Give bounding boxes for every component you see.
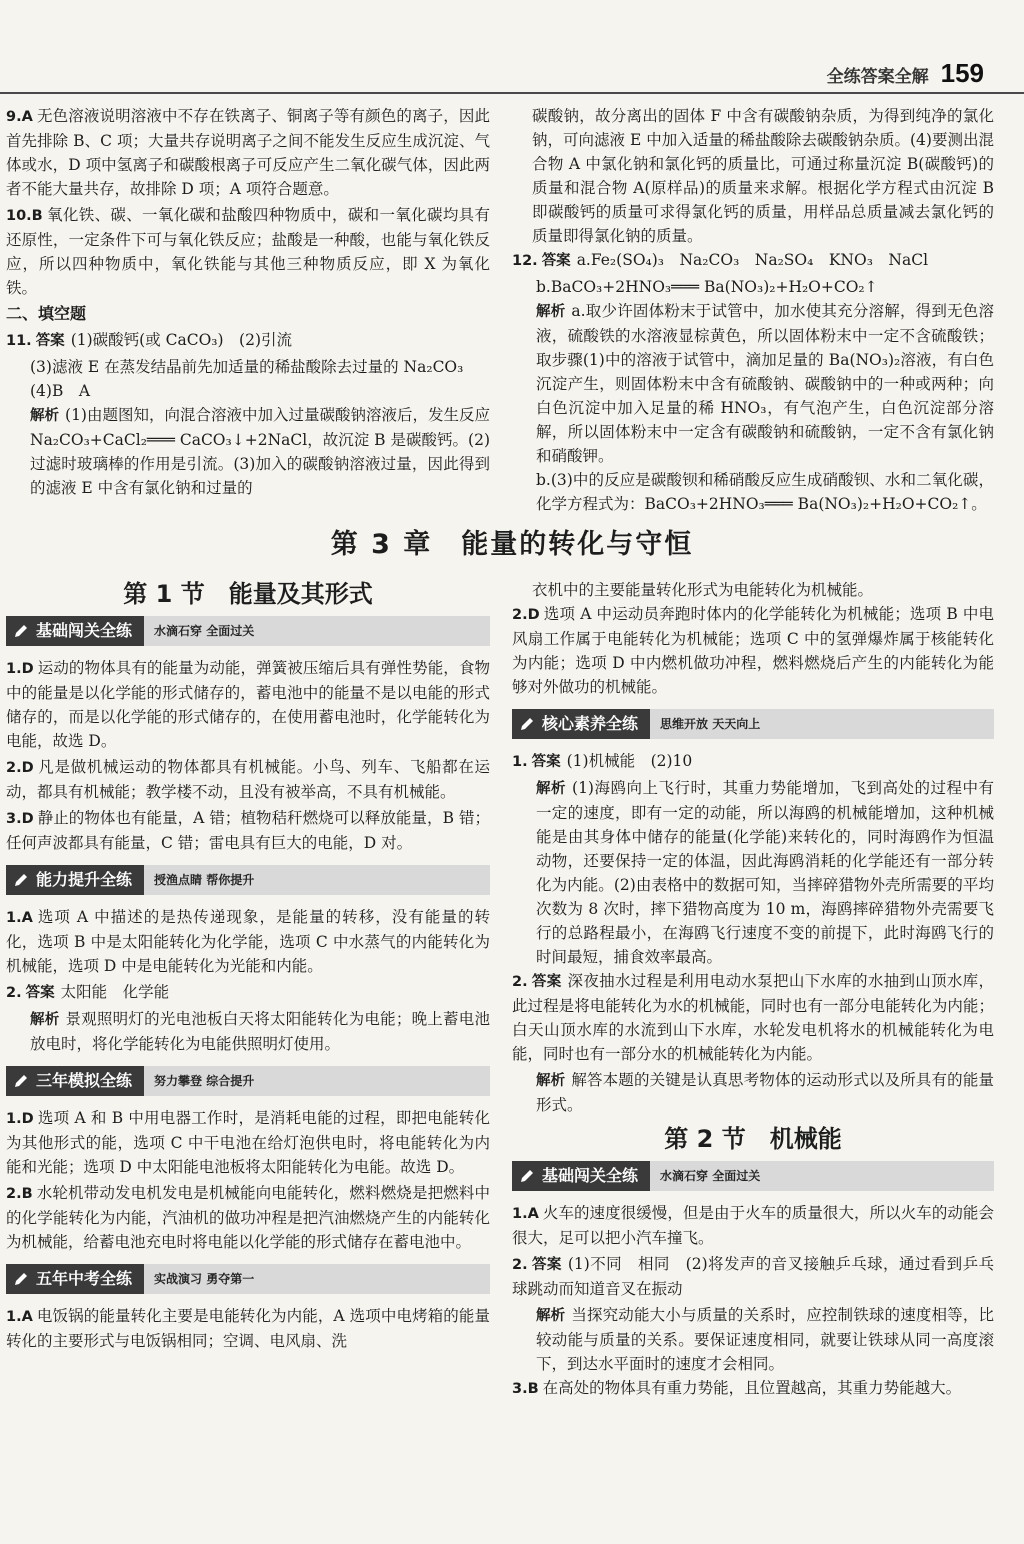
section-banner <box>512 709 994 739</box>
item-number: 2.D <box>512 607 540 623</box>
banner-label-box <box>6 616 144 646</box>
item-text: 运动的物体具有的能量为动能，弹簧被压缩后具有弹性势能，食物中的能量是以化学能的形式储存的，蓄电池中的能量不是以电能的形式储存的，而是以化学能的形式储存的，在使用蓄电池时，化学能转化为电能，故选 D。 <box>6 659 490 750</box>
analysis-text: b.(3)中的反应是碳酸钡和稀硝酸反应生成硝酸钡、水和二氧化碳，化学方程式为：BaCO₃+2HNO₃═══ Ba(NO₃)₂+H₂O+CO₂↑。 <box>536 471 994 513</box>
item-number: 3.D <box>6 811 34 827</box>
analysis-text: 解答本题的关键是认真思考物体的运动形式以及所具有的能量形式。 <box>536 1071 994 1114</box>
item-number: 12. <box>512 253 538 269</box>
banner-label: 基础闯关全练 <box>542 1166 639 1185</box>
answer-item <box>512 1252 994 1301</box>
top-left-column <box>6 104 490 500</box>
answer-item <box>6 980 490 1005</box>
banner-slogan: 水滴石穿 全面过关 <box>650 1161 994 1191</box>
continued-text: 衣机中的主要能量转化形式为电能转化为机械能。 <box>532 581 874 599</box>
item-text: 无色溶液说明溶液中不存在铁离子、铜离子等有颜色的离子，因此首先排除 B、C 项；大量共存说明离子之间不能发生反应生成沉淀、气体或水，D 项中氢离子和碳酸根离子可反应产生二氧化碳气体，因此两者不能大量共存，故排除 D 项；A 项符合题意。 <box>6 107 490 198</box>
answer-line: (4)B A <box>30 382 91 400</box>
item-text: 电饭锅的能量转化主要是电能转化为内能，A 选项中电烤箱的能量转化的主要形式与电饭锅相同；空调、电风扇、洗 <box>6 1307 490 1350</box>
banner-slogan: 努力攀登 综合提升 <box>144 1066 490 1096</box>
item-text: 选项 A 和 B 中用电器工作时，是消耗电能的过程，即把电能转化为其他形式的能，选项 C 中干电池在给灯泡供电时，将电能转化为内能和光能；选项 D 中太阳能电池板将太阳能转化为电能。故选 D。 <box>6 1109 490 1176</box>
item-text: 氧化铁、碳、一氧化碳和盐酸四种物质中，碳和一氧化碳均具有还原性，一定条件下可与氧化铁反应；盐酸是一种酸，也能与氧化铁反应，所以四种物质中，氧化铁能与其他三种物质反应，即 X 为氧化铁。 <box>6 206 490 297</box>
banner-label: 核心素养全练 <box>542 714 639 733</box>
section-banner <box>6 616 490 646</box>
analysis-label: 解析 <box>536 304 566 320</box>
answer-line: 太阳能 化学能 <box>60 983 170 1001</box>
item-number: 2.D <box>6 760 34 776</box>
answer-item <box>6 1304 490 1353</box>
page-number: 159 <box>940 58 984 88</box>
analysis-label: 解析 <box>30 1012 60 1028</box>
item-number: 1.A <box>6 910 33 926</box>
answer-line: 深夜抽水过程是利用电动水泵把山下水库的水抽到山顶水库，此过程是将电能转化为水的机械能，同时也有一部分电能转化为内能；白天山顶水库的水流到山下水库，水轮发电机将水的机械能转化为电能，同时也有一部分水的机械能转化为内能。 <box>512 972 994 1063</box>
analysis-text: (1)海鸥向上飞行时，其重力势能增加，飞到高处的过程中有一定的速度，即有一定的动能，所以海鸥的机械能增加，这种机械能是由其身体中储存的能量(化学能)来转化的，同时海鸥作为恒温动物，还要保持一定的体温，因此海鸥消耗的化学能还有一部分转化为内能。(2)由表格中的数据可知，当摔碎猎物外壳所需要的平均次数为 8 次时，摔下猎物高度为 10 m，海鸥摔碎猎物外壳需要飞行的总路程最小，在海鸥飞行速度不变的前提下，此时海鸥飞行的时间最短，捕食效率最高。 <box>536 779 995 966</box>
answer-item <box>6 328 490 353</box>
analysis-label: 解析 <box>536 1308 566 1324</box>
answer-item <box>512 1376 994 1401</box>
answer-item <box>6 806 490 855</box>
answer-item <box>6 656 490 753</box>
analysis-label: 解析 <box>536 781 567 797</box>
bottom-left-column <box>6 578 490 1355</box>
section-banner <box>6 1264 490 1294</box>
fill-in-heading: 二、填空题 <box>6 304 87 323</box>
answer-line: (1)机械能 (2)10 <box>566 752 693 770</box>
item-number: 2. <box>512 1257 528 1273</box>
answer-label: 答案 <box>25 985 55 1001</box>
item-text: 选项 A 中运动员奔跑时体内的化学能转化为机械能；选项 B 中电风扇工作属于电能转化为机械能；选项 C 中的氢弹爆炸属于核能转化为内能；选项 D 中内燃机做功冲程，燃料燃烧后产生的内能转化为能够对外做功的机械能。 <box>512 605 994 696</box>
analysis-block <box>6 1007 490 1056</box>
banner-slogan: 思维开放 天天向上 <box>650 709 994 739</box>
banner-slogan: 授渔点睛 帮你提升 <box>144 865 490 895</box>
answer-item <box>512 248 994 273</box>
section-title: 第 2 节 机械能 <box>664 1125 842 1153</box>
item-text: 选项 A 中描述的是热传递现象，是能量的转移，没有能量的转化，选项 B 中是太阳能转化为化学能，选项 C 中水蒸气的内能转化为机械能，选项 D 中是电能转化为光能和内能。 <box>6 908 490 975</box>
answer-label: 答案 <box>531 974 562 990</box>
analysis-block <box>6 403 490 500</box>
banner-slogan: 水滴石穿 全面过关 <box>144 616 490 646</box>
answer-label: 答案 <box>35 333 65 349</box>
banner-label-box <box>6 1264 144 1294</box>
answer-label: 答案 <box>531 1257 562 1273</box>
item-number: 2. <box>6 985 22 1001</box>
header-divider <box>0 92 1024 94</box>
section-title: 第 1 节 能量及其形式 <box>123 580 373 608</box>
answer-label: 答案 <box>531 754 561 770</box>
item-number: 3.B <box>512 1381 539 1397</box>
answer-item <box>6 755 490 804</box>
item-text: 火车的速度很缓慢，但是由于火车的质量很大，所以火车的动能会很大，足可以把小汽车撞飞。 <box>512 1204 994 1247</box>
answer-item <box>512 969 994 1066</box>
section-banner <box>6 1066 490 1096</box>
analysis-block <box>512 1068 994 1117</box>
banner-label-box <box>512 1161 650 1191</box>
item-number: 2. <box>512 974 528 990</box>
answer-line: a.Fe₂(SO₄)₃ Na₂CO₃ Na₂SO₄ KNO₃ NaCl <box>576 251 929 269</box>
page-header <box>827 58 984 89</box>
item-text: 凡是做机械运动的物体都具有机械能。小鸟、列车、飞船都在运动，都具有机械能；教学楼不动，且没有被举高，不具有机械能。 <box>6 758 490 801</box>
answer-line: (1)碳酸钙(或 CaCO₃) (2)引流 <box>70 331 293 349</box>
analysis-text: 当探究动能大小与质量的关系时，应控制铁球的速度相等，比较动能与质量的关系。要保证速度相同，就要让铁球从同一高度滚下，到达水平面时的速度才会相同。 <box>536 1306 994 1373</box>
section-banner <box>512 1161 994 1191</box>
answer-item <box>512 749 994 774</box>
item-number: 2.B <box>6 1186 33 1202</box>
pen-icon <box>518 1167 536 1185</box>
answer-line: (3)滤液 E 在蒸发结晶前先加适量的稀盐酸除去过量的 Na₂CO₃ <box>30 358 464 376</box>
answer-line: b.BaCO₃+2HNO₃═══ Ba(NO₃)₂+H₂O+CO₂↑ <box>536 278 878 296</box>
item-number: 1.A <box>6 1309 33 1325</box>
continued-text: 碳酸钠，故分离出的固体 F 中含有碳酸钠杂质，为得到纯净的氯化钠，可向滤液 E 中加入适量的稀盐酸除去碳酸钠杂质。(4)要测出混合物 A 中氯化钠和氯化钙的质量比，可通过称量沉淀 B(碳酸钙)的质量和混合物 A(原样品)的质量来求解。根据化学方程式由沉淀 B 即碳酸钙的质量可求得氯化钙的质量，用样品总质量减去氯化钙的质量即得氯化钠的质量。 <box>532 107 994 245</box>
answer-label: 答案 <box>541 253 571 269</box>
banner-label: 三年模拟全练 <box>36 1071 133 1090</box>
answer-item <box>6 104 490 201</box>
banner-label: 五年中考全练 <box>36 1269 133 1288</box>
analysis-block <box>512 1303 994 1376</box>
item-text: 水轮机带动发电机发电是机械能向电能转化，燃料燃烧是把燃料中的化学能转化为内能，汽油机的做功冲程是把汽油燃烧产生的内能转化为机械能，给蓄电池充电时将电能以化学能的形式储存在蓄电池中。 <box>6 1184 490 1251</box>
item-text: 在高处的物体具有重力势能，且位置越高，其重力势能越大。 <box>542 1379 962 1397</box>
analysis-text: (1)由题图知，向混合溶液中加入过量碳酸钠溶液后，发生反应 Na₂CO₃+CaCl₂═══ CaCO₃↓+2NaCl，故沉淀 B 是碳酸钙。(2)过滤时玻璃棒的作用是引流。(3)加入的碳酸钠溶液过量，因此得到的滤液 E 中含有氯化钠和过量的 <box>30 406 491 497</box>
answer-item <box>6 905 490 978</box>
answer-item <box>512 1201 994 1250</box>
pen-icon <box>518 715 536 733</box>
item-text: 静止的物体也有能量，A 错；植物秸秆燃烧可以释放能量，B 错；任何声波都具有能量，C 错；雷电具有巨大的电能，D 对。 <box>6 809 490 852</box>
pen-icon <box>12 1072 30 1090</box>
item-number: 1.A <box>512 1206 539 1222</box>
chapter-title: 第 3 章 能量的转化与守恒 <box>330 529 694 560</box>
section-banner <box>6 865 490 895</box>
answer-line: (1)不同 相同 (2)将发声的音叉接触乒乓球，通过看到乒乓球跳动而知道音叉在振动 <box>512 1255 994 1298</box>
pen-icon <box>12 622 30 640</box>
pen-icon <box>12 871 30 889</box>
banner-slogan: 实战演习 勇夺第一 <box>144 1264 490 1294</box>
item-number: 11. <box>6 333 32 349</box>
banner-label: 能力提升全练 <box>36 870 133 889</box>
analysis-label: 解析 <box>536 1073 566 1089</box>
item-number: 1. <box>512 754 528 770</box>
banner-label-box <box>6 865 144 895</box>
item-number: 9.A <box>6 109 33 125</box>
answer-item <box>6 203 490 300</box>
answer-item <box>6 1181 490 1254</box>
top-right-column <box>512 104 994 516</box>
bottom-right-column <box>512 578 994 1403</box>
analysis-text: 景观照明灯的光电池板白天将太阳能转化为电能；晚上蓄电池放电时，将化学能转化为电能供照明灯使用。 <box>30 1010 490 1053</box>
answer-item <box>512 602 994 699</box>
item-number: 10.B <box>6 208 43 224</box>
banner-label-box <box>6 1066 144 1096</box>
analysis-block <box>512 299 994 468</box>
analysis-label: 解析 <box>30 408 60 424</box>
analysis-block <box>512 776 994 969</box>
header-title: 全练答案全解 <box>826 67 929 87</box>
pen-icon <box>12 1270 30 1288</box>
item-number: 1.D <box>6 661 34 677</box>
item-number: 1.D <box>6 1111 34 1127</box>
answer-item <box>6 1106 490 1179</box>
analysis-text: a.取少许固体粉末于试管中，加水使其充分溶解，得到无色溶液，硫酸铁的水溶液显棕黄色，所以固体粉末中一定不含硫酸铁；取步骤(1)中的溶液于试管中，滴加足量的 Ba(NO₃)₂溶液，有白色沉淀产生，则固体粉末中含有硫酸钠、碳酸钠中的一种或两种；向白色沉淀中加入足量的稀 HNO₃，有气泡产生，白色沉淀部分溶解，所以固体粉末中一定含有碳酸钠和硫酸钠，一定不含有氯化钠和硝酸钾。 <box>536 302 995 465</box>
banner-label: 基础闯关全练 <box>36 621 133 640</box>
banner-label-box <box>512 709 650 739</box>
